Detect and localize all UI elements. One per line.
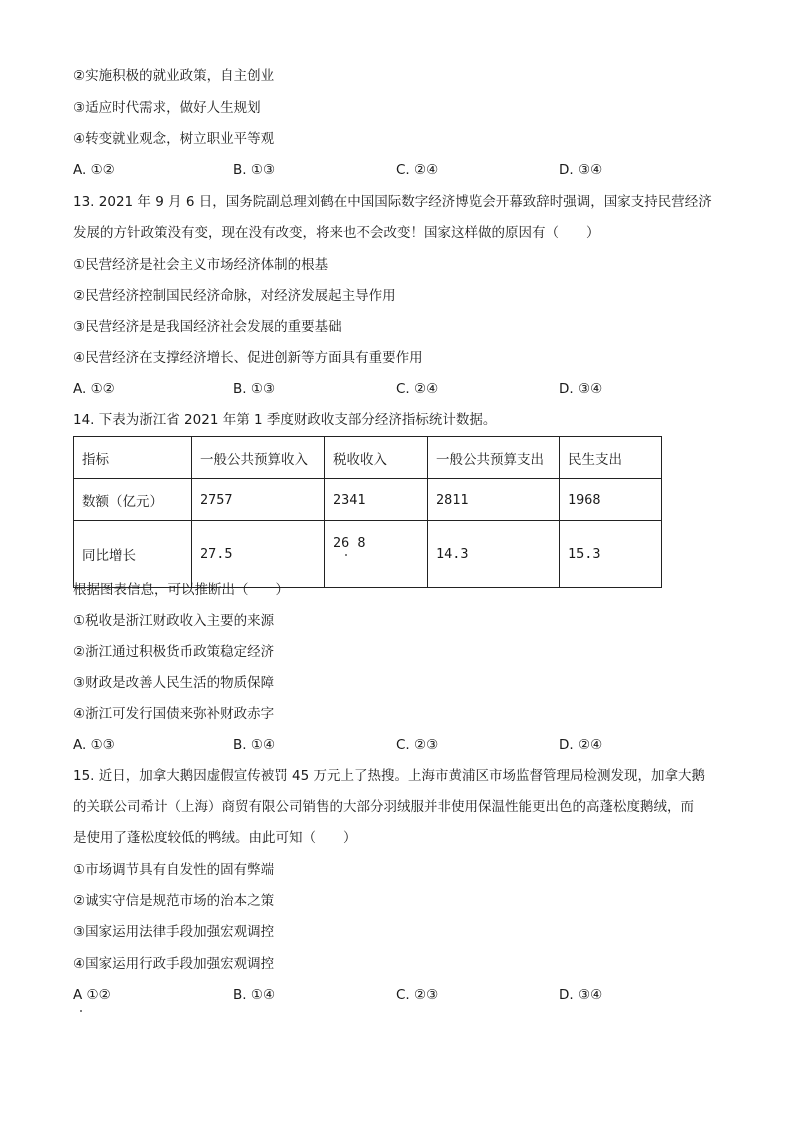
q13-statement-2: ②民营经济控制国民经济命脉，对经济发展起主导作用 [73,288,396,304]
table-header-row [74,437,662,479]
q15-statement-3: ③国家运用法律手段加强宏观调控 [73,924,275,940]
choice-d: D. ②④ [559,737,603,753]
question-15-stem-cont: 的关联公司希计（上海）商贸有限公司销售的大部分羽绒服并非使用保温性能更出色的高蓬松度鹅绒，而 [73,799,694,815]
table-header-cell: 一般公共预算收入 [192,437,325,479]
question-15-stem-end: 是使用了蓬松度较低的鸭绒。由此可知（ ） [73,830,357,846]
fiscal-statistics-table [73,436,662,588]
choice-d: D. ③④ [559,162,603,178]
q14-statement-3: ③财政是改善人民生活的物质保障 [73,675,275,691]
question-15-stem: 15. 近日，加拿大鹅因虚假宣传被罚 45 万元上了热搜。上海市黄浦区市场监督管理局检测发现，加拿大鹅 [73,768,706,784]
choice-c: C. ②③ [396,987,439,1003]
table-cell-value: 26 8 [333,535,366,551]
table-cell: 14.3 [428,521,560,588]
q13-statement-4: ④民营经济在支撑经济增长、促进创新等方面具有重要作用 [73,350,423,366]
stray-dot-mark [345,554,347,556]
choice-a: A. ①③ [73,737,115,753]
choice-d: D. ③④ [559,987,603,1003]
choice-d: D. ③④ [559,381,603,397]
table-cell: 15.3 [560,521,662,588]
choice-c: C. ②③ [396,737,439,753]
option-line-2: ②实施积极的就业政策，自主创业 [73,68,275,84]
stray-dot-mark [80,1010,82,1012]
table-cell: 27.5 [192,521,325,588]
question-14-stem: 14. 下表为浙江省 2021 年第 1 季度财政收支部分经济指标统计数据。 [73,412,497,428]
choice-c: C. ②④ [396,162,439,178]
question-13-stem: 13. 2021 年 9 月 6 日，国务院副总理刘鹤在中国国际数字经济博览会开幕致辞时强调，国家支持民营经济 [73,194,712,210]
q15-statement-4: ④国家运用行政手段加强宏观调控 [73,956,275,972]
choice-a: A. ①② [73,381,115,397]
table-header-cell: 税收收入 [325,437,428,479]
choice-c: C. ②④ [396,381,439,397]
question-13-stem-cont: 发展的方针政策没有变，现在没有改变，将来也不会改变！国家这样做的原因有（ ） [73,225,600,241]
q13-statement-1: ①民营经济是社会主义市场经济体制的根基 [73,257,329,273]
table-cell: 2341 [325,479,428,521]
table-row [74,479,662,521]
choice-a: A ①② [73,987,111,1003]
q15-statement-1: ①市场调节具有自发性的固有弊端 [73,862,275,878]
q13-statement-3: ③民营经济是是我国经济社会发展的重要基础 [73,319,342,335]
question-14-prompt: 根据图表信息，可以推断出（ ） [73,582,289,598]
table-cell [325,521,428,588]
choice-b: B. ①④ [233,737,276,753]
option-line-3: ③适应时代需求，做好人生规划 [73,100,261,116]
table-header-cell: 指标 [74,437,192,479]
table-row [74,521,662,588]
answer-choices-q15 [73,986,713,1004]
table-cell: 2811 [428,479,560,521]
answer-choices-q14 [73,736,713,754]
choice-a: A. ①② [73,162,115,178]
table-cell-label: 数额（亿元） [74,479,192,521]
option-line-4: ④转变就业观念，树立职业平等观 [73,131,275,147]
answer-choices-q12 [73,161,713,179]
table-cell: 2757 [192,479,325,521]
table-header-cell: 一般公共预算支出 [428,437,560,479]
choice-b: B. ①③ [233,381,276,397]
answer-choices-q13 [73,380,713,398]
choice-b: B. ①③ [233,162,276,178]
table-cell: 1968 [560,479,662,521]
choice-b: B. ①④ [233,987,276,1003]
q14-statement-1: ①税收是浙江财政收入主要的来源 [73,613,275,629]
q14-statement-2: ②浙江通过积极货币政策稳定经济 [73,644,275,660]
q15-statement-2: ②诚实守信是规范市场的治本之策 [73,893,275,909]
table-header-cell: 民生支出 [560,437,662,479]
q14-statement-4: ④浙江可发行国债来弥补财政赤字 [73,706,275,722]
table-cell-label: 同比增长 [74,521,192,588]
